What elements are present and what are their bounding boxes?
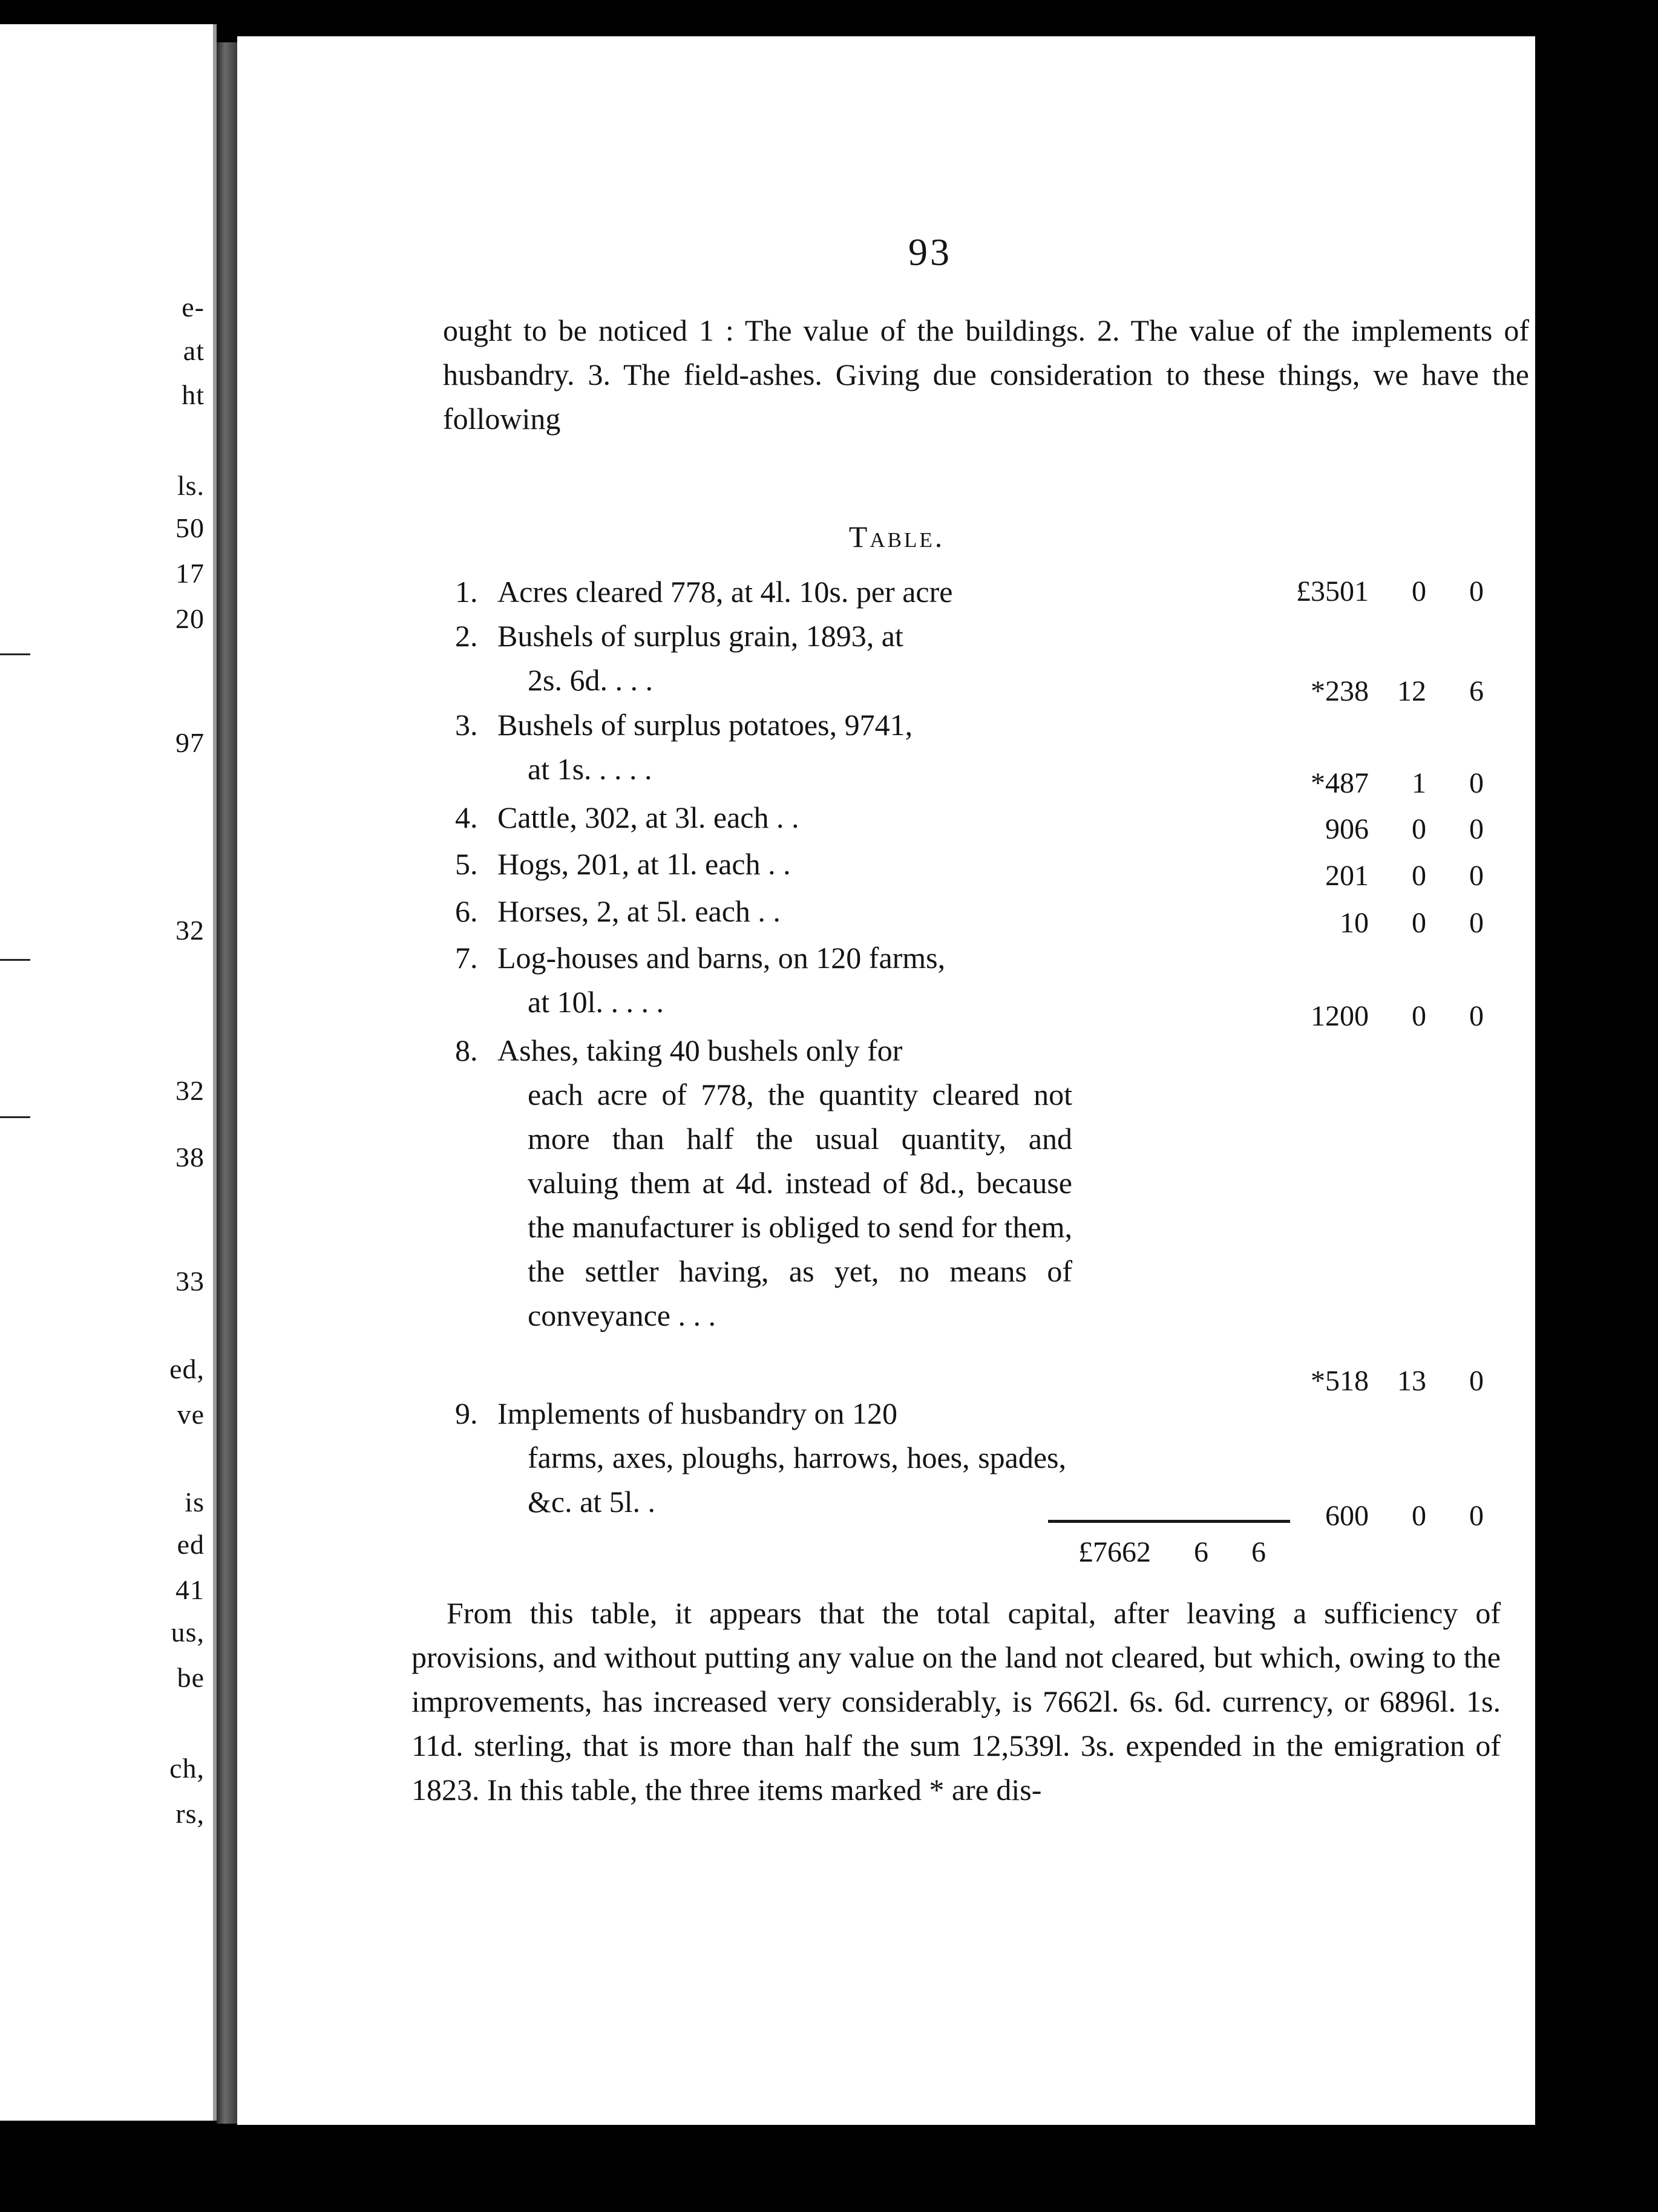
item-description: 8. Ashes, taking 40 bushels only for each acre of 778, the quantity cleared not more than half the usual quantity, and valuing them at 4d. instead of 8d., because the manufacturer is obliged to send for them, the settler having, as yet, no means of conveyance . . . xyxy=(455,1033,1072,1332)
item-description: 5. Hogs, 201, at 1l. each . . xyxy=(455,847,791,881)
margin-fragment: e- xyxy=(182,292,205,322)
margin-fragment: ed, xyxy=(169,1353,205,1384)
margin-fragment: 33 xyxy=(175,1266,205,1297)
item-description: 3. Bushels of surplus potatoes, 9741, at 1s. . . . . xyxy=(455,708,913,786)
margin-fragment: ve xyxy=(177,1399,205,1430)
margin-fragment: 17 xyxy=(175,558,205,589)
item-amount: 10 0 0 xyxy=(1340,907,1484,939)
margin-fragment: 50 xyxy=(175,512,205,543)
margin-fragment: ls. xyxy=(177,470,205,501)
item-amount: *487 1 0 xyxy=(1311,767,1484,799)
margin-fragment: us, xyxy=(171,1617,205,1648)
margin-rule xyxy=(0,1116,30,1118)
item-amount: 1200 0 0 xyxy=(1311,1000,1484,1032)
conclusion-paragraph: From this table, it appears that the total capital, after leaving a sufficiency of provisions, and without putting any value on the land not cleared, but which, owing to the improvements, has increased very considerably, is 7662l. 6s. 6d. currency, or 6896l. 1s. 11d. sterling, that is more than half the sum 12,539l. 3s. expended in the emigration of 1823. In this table, the three items marked * are dis- xyxy=(411,1596,1501,1807)
margin-fragment: ed xyxy=(177,1529,205,1560)
margin-fragment: ch, xyxy=(169,1753,205,1784)
item-description: 9. Implements of husbandry on 120 farms, axes, ploughs, harrows, hoes, spades, &c. at 5l. . xyxy=(455,1396,1066,1519)
margin-fragment: ht xyxy=(182,379,205,410)
item-description: 2. Bushels of surplus grain, 1893, at 2s. 6d. . . . xyxy=(455,619,903,697)
item-amount: *238 12 6 xyxy=(1311,675,1484,707)
margin-fragment: 97 xyxy=(175,727,205,758)
margin-fragment: rs, xyxy=(175,1798,205,1829)
margin-fragment: is xyxy=(185,1487,205,1517)
margin-fragment: 20 xyxy=(175,603,205,634)
margin-rule xyxy=(0,653,30,655)
item-amount: 600 0 0 xyxy=(1325,1500,1484,1532)
item-amount: 906 0 0 xyxy=(1325,813,1484,845)
margin-fragment: 38 xyxy=(175,1142,205,1173)
item-description: 6. Horses, 2, at 5l. each . . xyxy=(455,894,781,928)
intro-paragraph: ought to be noticed 1 : The value of the buildings. 2. The value of the implements of husbandry. 3. The field-ashes. Giving due consideration to these things, we have the following xyxy=(443,313,1529,436)
book-spine xyxy=(217,42,237,2124)
page-number: 93 xyxy=(908,231,952,273)
sum-rule xyxy=(1048,1520,1290,1523)
margin-fragment: 41 xyxy=(175,1574,205,1605)
margin-fragment: 32 xyxy=(175,915,205,946)
item-amount: 201 0 0 xyxy=(1325,860,1484,892)
item-description: 4. Cattle, 302, at 3l. each . . xyxy=(455,800,799,834)
margin-fragment: 32 xyxy=(175,1075,205,1106)
right-page xyxy=(237,36,1535,2125)
margin-fragment: be xyxy=(177,1662,205,1693)
table-total: £7662 6 6 xyxy=(1078,1536,1266,1568)
item-amount: £3501 0 0 xyxy=(1296,575,1484,607)
margin-rule xyxy=(0,959,30,961)
item-amount: *518 13 0 xyxy=(1311,1365,1484,1397)
table-heading: Table. xyxy=(848,520,945,554)
left-page xyxy=(0,24,217,2121)
margin-fragment: at xyxy=(183,335,205,366)
item-description: 1. Acres cleared 778, at 4l. 10s. per acre xyxy=(455,575,953,609)
item-description: 7. Log-houses and barns, on 120 farms, at 10l. . . . . xyxy=(455,941,946,1019)
